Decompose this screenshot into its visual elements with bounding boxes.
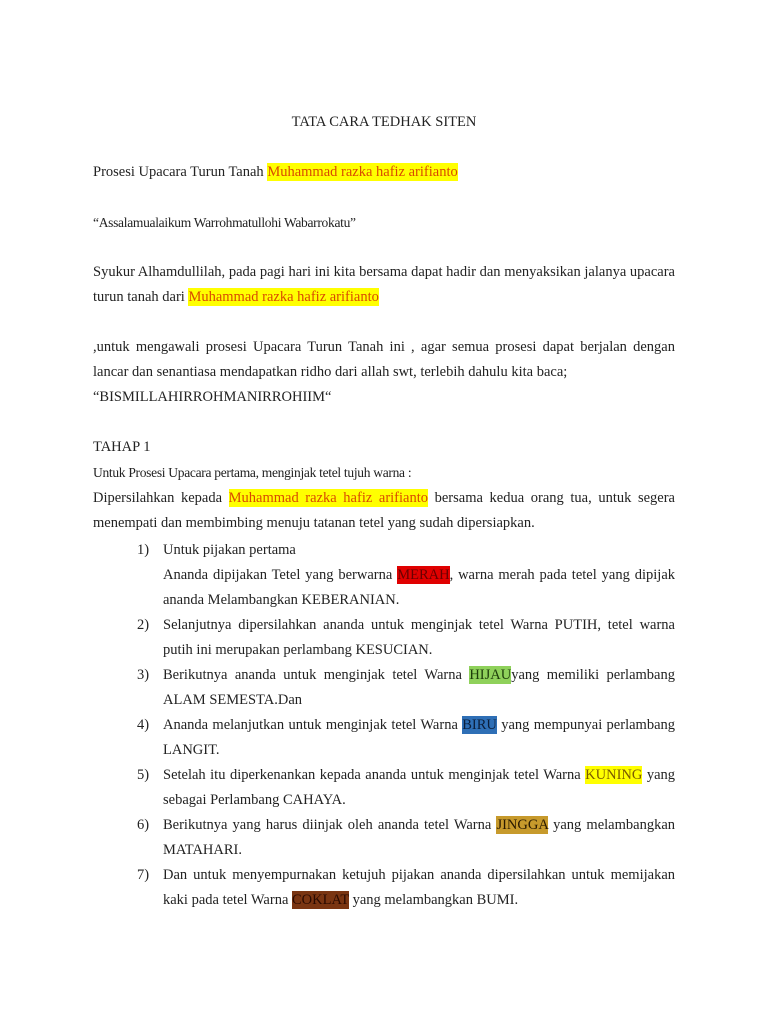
- list-item: [93, 613, 675, 663]
- list-number: 2): [137, 617, 150, 633]
- step-text-suffix: yang sebagai Perlambang CAHAYA.: [163, 767, 676, 808]
- step-text-prefix: Dan untuk menyempurnakan ketujuh pijakan ananda dipersilahkan untuk memijakan kaki pada tetel Warna: [163, 867, 675, 908]
- step-text-prefix: Setelah itu diperkenankan kepada ananda untuk menginjak tetel Warna: [163, 767, 581, 783]
- bismillah: “BISMILLAHIRROHMANIRROHIIM“: [93, 389, 332, 405]
- step-text: [163, 663, 675, 713]
- list-number: 4): [137, 717, 150, 733]
- color-highlight-kuning: KUNING: [585, 767, 643, 783]
- step-text-suffix: yang melambangkan BUMI.: [352, 892, 519, 908]
- step-text: Selanjutnya dipersilahkan ananda untuk menginjak tetel Warna PUTIH, tetel warna putih ini merupakan perlambang KESUCIAN.: [163, 617, 675, 658]
- stage-heading: TAHAP 1: [93, 439, 151, 455]
- child-name-highlight: Muhammad razka hafiz arifianto: [267, 164, 458, 180]
- color-highlight-jingga: JINGGA: [496, 817, 548, 833]
- step-text-suffix: yang mempunyai perlambang LANGIT.: [163, 717, 676, 758]
- step-text-prefix: Berikutnya ananda untuk menginjak tetel Warna: [163, 667, 462, 683]
- color-highlight-biru: BIRU: [462, 717, 497, 733]
- step-text-prefix: Ananda dipijakan Tetel yang berwarna: [163, 567, 393, 583]
- list-number: 5): [137, 767, 150, 783]
- step-text: [163, 813, 675, 863]
- color-highlight-hijau: HIJAU: [469, 667, 512, 683]
- step-text: [163, 563, 675, 613]
- paragraph-1: [93, 260, 675, 310]
- child-name-highlight: Muhammad razka hafiz arifianto: [228, 490, 428, 506]
- list-number: 3): [137, 667, 150, 683]
- list-item: [93, 863, 675, 913]
- step-text: [163, 713, 675, 763]
- list-number: 1): [137, 542, 150, 558]
- color-highlight-merah: MERAH: [397, 567, 450, 583]
- list-item: [93, 813, 675, 863]
- step-heading: Untuk pijakan pertama: [163, 542, 296, 558]
- paragraph-1-text: Syukur Alhamdullilah, pada pagi hari ini kita bersama dapat hadir dan menyaksikan jalanya upacara turun tanah dari: [93, 264, 675, 305]
- list-item: [93, 763, 675, 813]
- step-text-suffix: yang memiliki perlambang ALAM SEMESTA.Dan: [163, 667, 675, 708]
- intro-prefix: Prosesi Upacara Turun Tanah: [93, 164, 264, 180]
- child-name-highlight: Muhammad razka hafiz arifianto: [188, 289, 379, 305]
- paragraph-3-suffix: bersama kedua orang tua, untuk segera menempati dan membimbing menuju tatanan tetel yang sudah dipersiapkan.: [93, 490, 675, 531]
- list-item: [93, 713, 675, 763]
- paragraph-2: [93, 335, 675, 410]
- step-text: [163, 863, 675, 913]
- step-text-prefix: Ananda melanjutkan untuk menginjak tetel Warna: [163, 717, 458, 733]
- step-text-suffix: yang melambangkan MATAHARI.: [163, 817, 676, 858]
- steps-list: [93, 538, 675, 913]
- step-text-suffix: , warna merah pada tetel yang dipijak ananda Melambangkan KEBERANIAN.: [163, 567, 676, 608]
- paragraph-3-prefix: Dipersilahkan kepada: [93, 490, 223, 506]
- step-text-prefix: Berikutnya yang harus diinjak oleh ananda tetel Warna: [163, 817, 492, 833]
- list-number: 7): [137, 867, 150, 883]
- list-item: [93, 663, 675, 713]
- paragraph-2-text: ,untuk mengawali prosesi Upacara Turun Tanah ini , agar semua prosesi dapat berjalan dengan lancar dan senantiasa mendapatkan ridho dari allah swt, terlebih dahulu kita baca;: [93, 339, 675, 380]
- list-item: [93, 538, 675, 613]
- list-number: 6): [137, 817, 150, 833]
- color-highlight-coklat: COKLAT: [292, 892, 349, 908]
- document-title: TATA CARA TEDHAK SITEN: [291, 114, 477, 130]
- step-text: [163, 763, 675, 813]
- stage-subheading: Untuk Prosesi Upacara pertama, menginjak tetel tujuh warna :: [93, 465, 412, 480]
- intro-line: [93, 160, 675, 185]
- greeting: “Assalamualaikum Warrohmatullohi Wabarrokatu”: [93, 215, 356, 230]
- paragraph-3: [93, 486, 675, 536]
